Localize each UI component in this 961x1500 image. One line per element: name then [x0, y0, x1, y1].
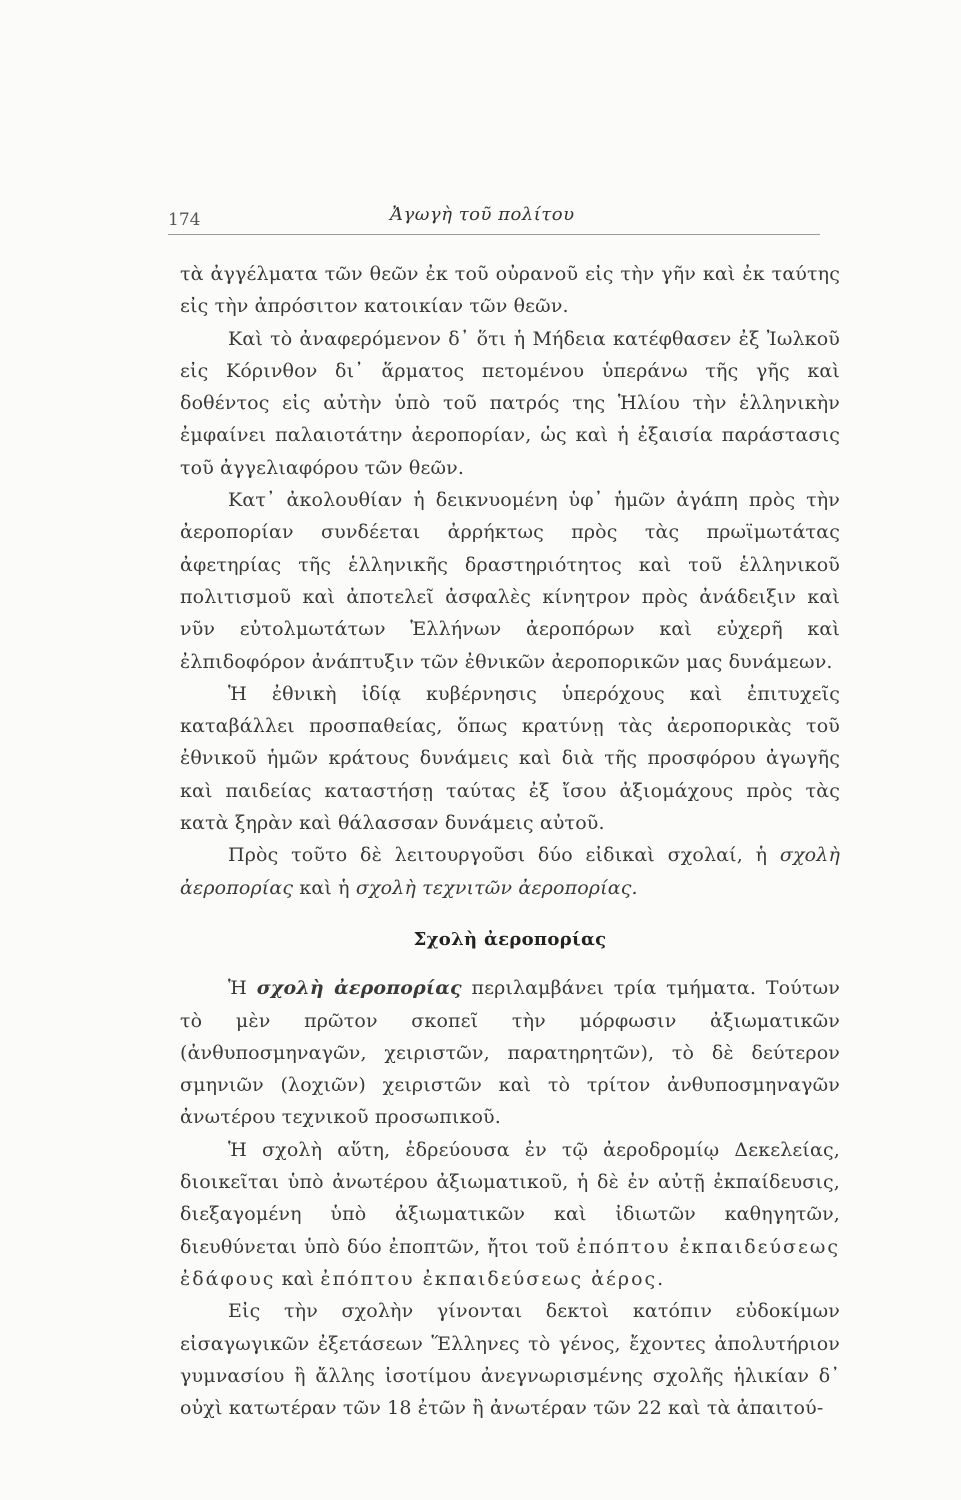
air-supervisor: ἐπόπτου ἐκπαιδεύσεως ἀέρος. [320, 1267, 666, 1290]
page-header [168, 196, 820, 235]
paragraph-medea: Καὶ τὸ ἀναφερόμενον δ᾽ ὅτι ἡ Μήδεια κατέφθασεν ἐξ Ἰωλκοῦ εἰς Κόρινθον δι᾽ ἅρματος πετομένου ὑπεράνω τῆς γῆς καὶ δοθέντος εἰς αὐτὴν ὑπὸ τοῦ πατρός της Ἡλίου τὴν ἑλληνικὴν ἐμφαίνει παλαιοτάτην ἀεροπορίαν, ὡς καὶ ἡ ἐξαισία παράστασις τοῦ ἀγγελιαφόρου τῶν θεῶν. [180, 327, 840, 479]
two-schools-and: καὶ ἡ [299, 876, 350, 899]
page-body [180, 258, 840, 1424]
departments-term: σχολὴ ἀεροπορίας [256, 977, 462, 1000]
running-title: Ἀγωγὴ τοῦ πολίτου [390, 204, 575, 225]
ground-supervisor: ἐπόπτου ἐκπαιδεύσεως ἐδάφους [180, 1235, 840, 1290]
departments-rest: περιλαμβάνει τρία τμήματα. Τούτων τὸ μὲν πρῶτον σκοπεῖ τὴν μόρφωσιν ἀξιωματικῶν (ἀνθυποσμηναγῶν, χειριστῶν, παρατηρητῶν), τὸ δὲ δεύτερον σμηνιῶν (λοχιῶν) χειριστῶν καὶ τὸ τρίτον ἀνθυποσμηναγῶν ἀνωτέρου τεχνικοῦ προσωπικοῦ. [180, 977, 840, 1129]
section-heading: Σχολὴ ἀεροπορίας [413, 928, 607, 950]
paragraph-continuation: τὰ ἀγγέλματα τῶν θεῶν ἐκ τοῦ οὐρανοῦ εἰς τὴν γῆν καὶ ἐκ ταύτης εἰς τὴν ἀπρόσιτον κατοικίαν τῶν θεῶν. [180, 263, 840, 318]
page-number: 174 [168, 210, 201, 230]
two-schools-lead: Πρὸς τοῦτο δὲ λειτουργοῦσι δύο εἰδικαὶ σχολαί, ἡ [228, 844, 768, 867]
school-aviation-name: σχολὴ ἀεροπορίας [180, 844, 840, 899]
administration-and: καὶ [281, 1267, 315, 1290]
paragraph-two-schools [180, 839, 840, 904]
administration-lead: Ἡ σχολὴ αὕτη, ἑδρεύουσα ἐν τῷ ἀεροδρομίῳ Δεκελείας, διοικεῖται ὑπὸ ἀνωτέρου ἀξιωματικοῦ, ἡ δὲ ἐν αὐτῇ ἐκπαίδευσις, διεξαγομένη ὑπὸ ἀξιωματικῶν καὶ ἰδιωτῶν καθηγητῶν, διευθύνεται ὑπὸ δύο ἐποπτῶν, ἤτοι τοῦ [180, 1138, 840, 1258]
paragraph-departments [180, 972, 840, 1133]
paragraph-administration [180, 1134, 840, 1295]
paragraph-government: Ἡ ἐθνικὴ ἰδίᾳ κυβέρνησις ὑπερόχους καὶ ἐπιτυχεῖς καταβάλλει προσπαθείας, ὅπως κρατύνῃ τὰς ἀεροπορικὰς τοῦ ἐθνικοῦ ἡμῶν κράτους δυνάμεις καὶ διὰ τῆς προσφόρου ἀγωγῆς καὶ παιδείας καταστήσῃ ταύτας ἐξ ἴσου ἀξιομάχους πρὸς τὰς κατὰ ξηρὰν καὶ θάλασσαν δυνάμεις αὐτοῦ. [180, 682, 840, 835]
paragraph-admission: Εἰς τὴν σχολὴν γίνονται δεκτοὶ κατόπιν εὐδοκίμων εἰσαγωγικῶν ἐξετάσεων Ἕλληνες τὸ γένος, ἔχοντες ἀπολυτήριον γυμνασίου ἢ ἄλλης ἰσοτίμου ἀνεγνωρισμένης σχολῆς ἡλικίαν δ᾽ οὐχὶ κατωτέραν τῶν 18 ἐτῶν ἢ ἀνωτέραν τῶν 22 καὶ τὰ ἀπαιτού- [180, 1300, 840, 1420]
paragraph-aviation-love: Κατ᾽ ἀκολουθίαν ἡ δεικνυομένη ὑφ᾽ ἡμῶν ἀγάπη πρὸς τὴν ἀεροπορίαν συνδέεται ἀρρήκτως πρὸς τὰς πρωϊμωτάτας ἀφετηρίας τῆς ἑλληνικῆς δραστηριότητος καὶ τοῦ ἑλληνικοῦ πολιτισμοῦ καὶ ἀποτελεῖ ἀσφαλὲς κίνητρον πρὸς ἀνάδειξιν καὶ νῦν εὐτολμωτάτων Ἑλλήνων ἀεροπόρων καὶ εὐχερῆ καὶ ἐλπιδοφόρον ἀνάπτυξιν τῶν ἐθνικῶν ἀεροπορικῶν μας δυνάμεων. [180, 489, 840, 673]
departments-lead: Ἡ [228, 977, 248, 1000]
school-technicians-name: σχολὴ τεχνιτῶν ἀεροπορίας. [355, 876, 638, 899]
